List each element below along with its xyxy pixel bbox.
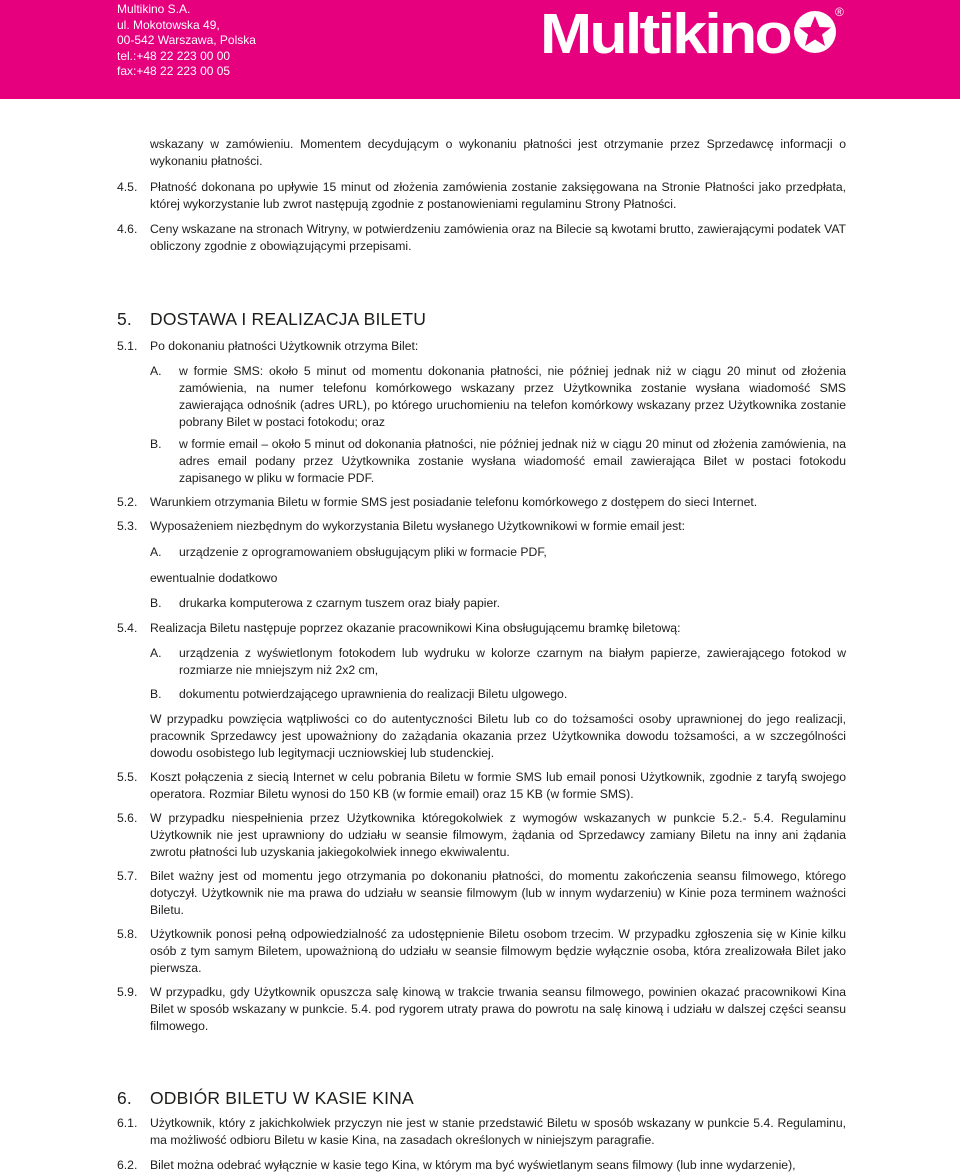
section-5-4-text: Realizacja Biletu następuje poprzez okazanie pracownikowi Kina obsługującemu bramkę biletową: [150, 621, 681, 635]
section-5-8-number: 5.8. [117, 927, 138, 941]
section-6-heading: ODBIÓR BILETU W KASIE KINA [150, 1088, 414, 1108]
company-street: ul. Mokotowska 49, [117, 17, 220, 32]
section-5-1-number: 5.1. [117, 339, 138, 353]
section-5-4-b-text: dokumentu potwierdzającego uprawnienia do realizacji Biletu ulgowego. [179, 687, 568, 701]
company-fax: fax:+48 22 223 00 05 [117, 64, 231, 78]
section-5-4-a-text: urządzenia z wyświetlonym fotokodem lub wydruku w kolorze czarnym na białym papierze, zawierającego fotokod w rozmiarze nie mniejszym niż 2x2 cm, [179, 646, 846, 677]
section-4-5-text: Płatność dokonana po upływie 15 minut od złożenia zamówienia zostanie zaksięgowana na Stronie Płatności jako przedpłata, której wykorzystanie lub zwrot następują zgodnie z postanowieniami regulaminu Strony Płatności. [150, 180, 846, 211]
section-6-2-text: Bilet można odebrać wyłącznie w kasie tego Kina, w którym ma być wyświetlanym seans filmowy (lub inne wydarzenie), [150, 1158, 796, 1172]
section-5-4-a-letter: A. [150, 646, 162, 660]
section-5-5-number: 5.5. [117, 770, 138, 784]
section-4-6-number: 4.6. [117, 222, 138, 236]
section-6-2-number: 6.2. [117, 1158, 138, 1172]
section-5-8-text: Użytkownik ponosi pełną odpowiedzialność za udostępnienie Biletu osobom trzecim. W przypadku zgłoszenia się w Kinie kilku osób z tym samym Biletem, upoważnioną do udziału w seansie filmowym będzie wyłącznie osoba, która zrealizowała Bilet jako pierwsza. [150, 927, 846, 975]
section-6-1-text: Użytkownik, który z jakichkolwiek przyczyn nie jest w stanie przedstawić Biletu w sposób wskazany w punkcie 5.4. Regulaminu, ma możliwość odbioru Biletu w kasie Kina, na zasadach określonych w niniejszym paragrafie. [150, 1116, 846, 1147]
section-6-heading-number: 6. [117, 1088, 132, 1108]
section-5-heading-number: 5. [117, 309, 132, 329]
company-city: 00-542 Warszawa, Polska [117, 33, 256, 47]
section-5-3-a-text: urządzenie z oprogramowaniem obsługującym pliki w formacie PDF, [179, 545, 547, 559]
section-5-3-extra: ewentualnie dodatkowo [150, 571, 278, 585]
section-6-1-number: 6.1. [117, 1116, 138, 1130]
section-5-2-text: Warunkiem otrzymania Biletu w formie SMS jest posiadanie telefonu komórkowego z dostępem do sieci Internet. [150, 495, 758, 509]
section-5-1-b-text: w formie email – około 5 minut od dokonania płatności, nie później jednak niż w ciągu 20 minut od złożenia zamówienia, na adres email podany przez Użytkownika zostanie wysłana wiadomość email zawierająca Bilet w postaci fotokodu zapisanego w pliku w formacie PDF. [179, 437, 846, 485]
section-5-heading: DOSTAWA I REALIZACJA BILETU [150, 309, 427, 329]
section-5-7-number: 5.7. [117, 869, 138, 883]
section-5-7-text: Bilet ważny jest od momentu jego otrzymania po dokonaniu płatności, do momentu zakończenia seansu filmowego, którego dotyczył. Użytkownik nie ma prawa do udziału w seansie filmowym (lub w innym wydarzeniu) w Kinie poza terminem ważności Biletu. [150, 869, 846, 917]
registered-mark: ® [835, 5, 844, 19]
company-name: Multikino S.A. [117, 2, 191, 16]
section-5-4-note: W przypadku powzięcia wątpliwości co do autentyczności Biletu lub co do tożsamości osoby uprawnionej do jego realizacji, pracownik Sprzedawcy jest upoważniony do zażądania okazania przez Użytkownika dowodu tożsamości, a w szczególności dowodu osobistego lub legitymacji uczniowskiej lub studenckiej. [150, 712, 846, 760]
section-5-2-number: 5.2. [117, 495, 138, 509]
section-5-3-b-text: drukarka komputerowa z czarnym tuszem oraz biały papier. [179, 596, 501, 610]
section-5-5-text: Koszt połączenia z siecią Internet w celu pobrania Biletu w formie SMS lub email ponosi Użytkownik, zgodnie z taryfą swojego operatora. Rozmiar Biletu wynosi do 150 KB (w formie email) oraz 15 KB (w formie SMS). [150, 770, 846, 801]
section-5-1-a-text: w formie SMS: około 5 minut od momentu dokonania płatności, nie później jednak niż w ciągu 20 minut od złożenia zamówienia, na numer telefonu komórkowego wskazany przez Użytkownika zostanie wysłana wiadomość SMS zawierająca odnośnik (adres URL), po którego uruchomieniu na telefon komórkowy wskazany przez Użytkownika zostanie pobrany Bilet w postaci fotokodu; oraz [179, 364, 846, 429]
section-5-6-text: W przypadku niespełnienia przez Użytkownika któregokolwiek z wymogów wskazanych w punkcie 5.2.- 5.4. Regulaminu Użytkownik nie jest uprawniony do udziału w seansie filmowym, żądania od Sprzedawcy zamiany Biletu na inny ani żądania zwrotu płatności lub uzyskania jakiegokolwiek innego ekwiwalentu. [150, 811, 846, 859]
section-4-continuation: wskazany w zamówieniu. Momentem decydującym o wykonaniu płatności jest otrzymanie przez Sprzedawcę informacji o wykonaniu płatności. [150, 137, 846, 168]
section-5-1-b-letter: B. [150, 437, 162, 451]
section-5-4-number: 5.4. [117, 621, 138, 635]
section-4-5-number: 4.5. [117, 180, 138, 194]
section-5-3-number: 5.3. [117, 519, 138, 533]
section-5-1-a-letter: A. [150, 364, 162, 378]
logo-wordmark: Multikino [540, 3, 791, 61]
section-5-4-b-letter: B. [150, 687, 162, 701]
section-4-6-text: Ceny wskazane na stronach Witryny, w potwierdzeniu zamówienia oraz na Bilecie są kwotami brutto, zawierającymi podatek VAT obliczony zgodnie z obowiązującymi przepisami. [150, 222, 846, 253]
section-5-3-b-letter: B. [150, 596, 162, 610]
section-5-3-text: Wyposażeniem niezbędnym do wykorzystania Biletu wysłanego Użytkownikowi w formie email jest: [150, 519, 686, 533]
section-5-9-text: W przypadku, gdy Użytkownik opuszcza salę kinową w trakcie trwania seansu filmowego, powinien okazać pracownikowi Kina Bilet w sposób wskazany w punkcie. 5.4. pod rygorem utraty prawa do powrotu na salę kinową i udziału w dalszej części seansu filmowego. [150, 985, 846, 1033]
company-phone: tel.:+48 22 223 00 00 [117, 48, 231, 63]
section-5-3-a-letter: A. [150, 545, 162, 559]
section-5-9-number: 5.9. [117, 985, 138, 999]
section-5-6-number: 5.6. [117, 811, 138, 825]
section-5-1-text: Po dokonaniu płatności Użytkownik otrzyma Bilet: [150, 339, 419, 353]
